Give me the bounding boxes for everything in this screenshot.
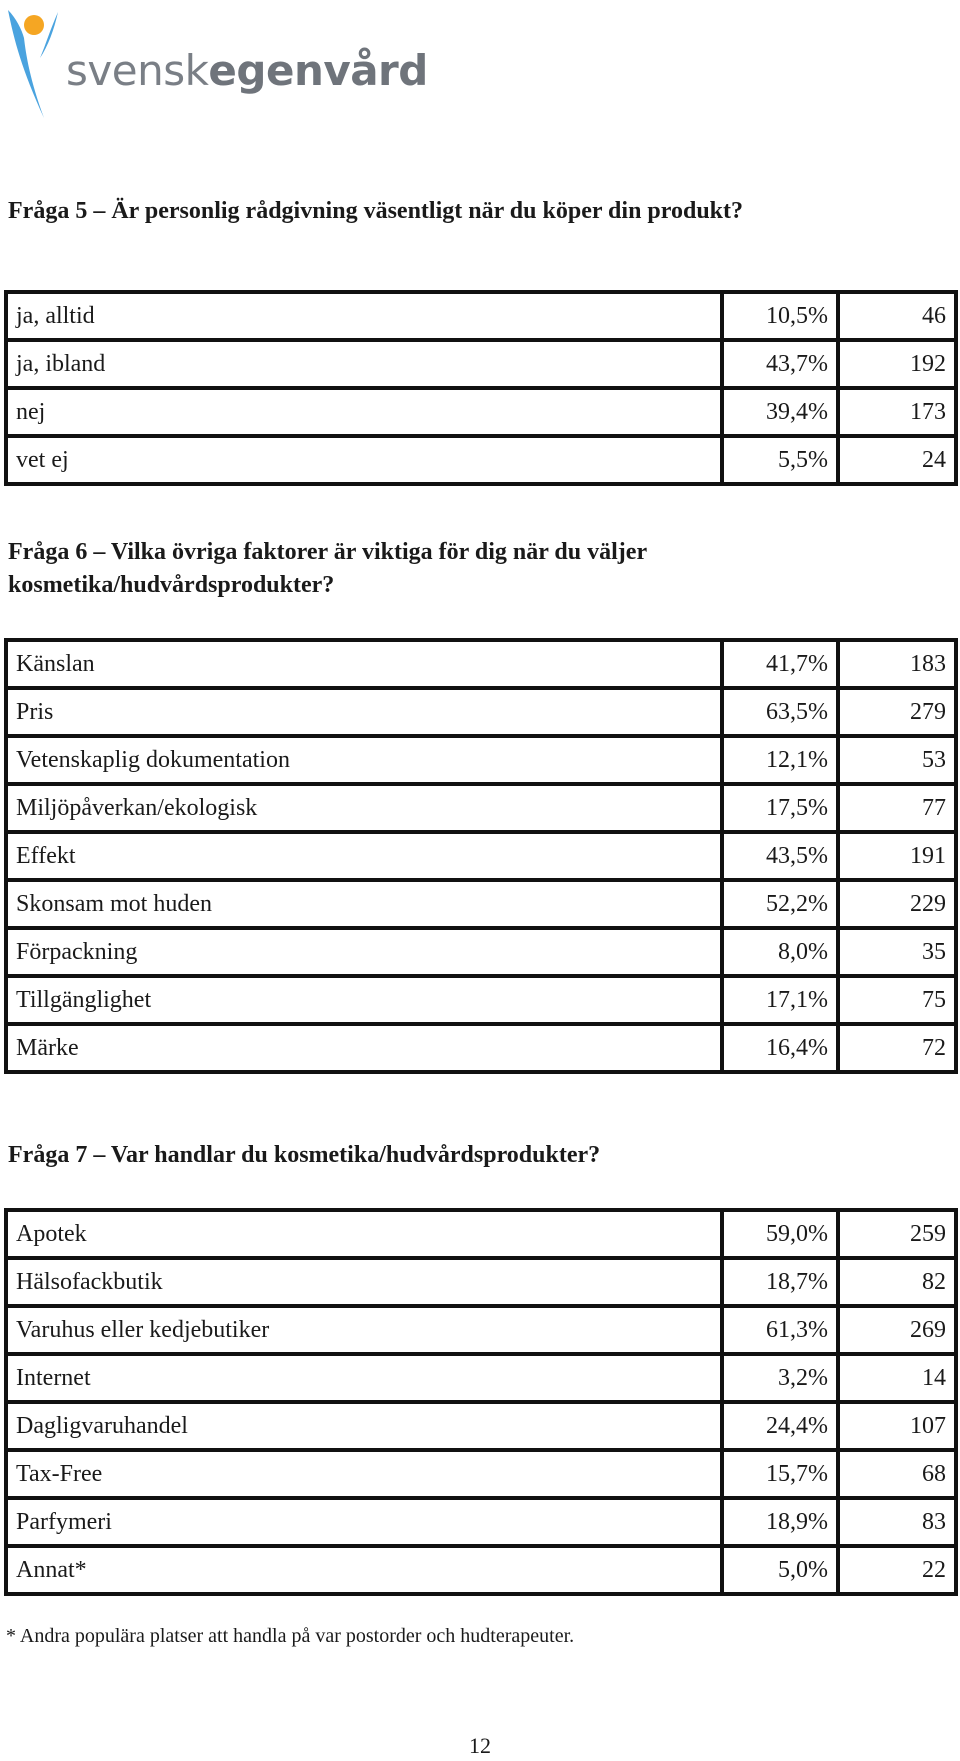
row-count: 173 xyxy=(838,388,956,436)
row-count: 46 xyxy=(838,292,956,340)
row-percent: 8,0% xyxy=(722,928,838,976)
table-row xyxy=(6,880,956,928)
logo-text-bold: egenvård xyxy=(208,46,428,95)
table-row xyxy=(6,1402,956,1450)
page-number: 12 xyxy=(469,1733,491,1758)
row-percent: 17,1% xyxy=(722,976,838,1024)
row-label: Annat* xyxy=(6,1546,722,1594)
row-count: 53 xyxy=(838,736,956,784)
row-percent: 61,3% xyxy=(722,1306,838,1354)
table-row xyxy=(6,736,956,784)
row-label: Vetenskaplig dokumentation xyxy=(6,736,722,784)
table-row xyxy=(6,388,956,436)
row-percent: 63,5% xyxy=(722,688,838,736)
row-label: vet ej xyxy=(6,436,722,484)
row-percent: 16,4% xyxy=(722,1024,838,1072)
logo xyxy=(0,0,480,130)
table-row xyxy=(6,976,956,1024)
row-percent: 41,7% xyxy=(722,640,838,688)
row-percent: 5,0% xyxy=(722,1546,838,1594)
question-5-table xyxy=(4,290,958,486)
row-percent: 43,7% xyxy=(722,340,838,388)
row-count: 83 xyxy=(838,1498,956,1546)
row-label: Apotek xyxy=(6,1210,722,1258)
row-count: 68 xyxy=(838,1450,956,1498)
row-label: Effekt xyxy=(6,832,722,880)
row-label: Dagligvaruhandel xyxy=(6,1402,722,1450)
row-count: 259 xyxy=(838,1210,956,1258)
row-count: 14 xyxy=(838,1354,956,1402)
row-label: nej xyxy=(6,388,722,436)
row-percent: 12,1% xyxy=(722,736,838,784)
row-label: Märke xyxy=(6,1024,722,1072)
question-5-title: Fråga 5 – Är personlig rådgivning väsentligt när du köper din produkt? xyxy=(8,198,744,224)
row-count: 269 xyxy=(838,1306,956,1354)
table-row xyxy=(6,1450,956,1498)
table-row xyxy=(6,784,956,832)
row-percent: 5,5% xyxy=(722,436,838,484)
row-count: 192 xyxy=(838,340,956,388)
question-7-title: Fråga 7 – Var handlar du kosmetika/hudvårdsprodukter? xyxy=(8,1142,601,1168)
table-row xyxy=(6,928,956,976)
row-label: ja, ibland xyxy=(6,340,722,388)
table-row xyxy=(6,1024,956,1072)
row-label: Parfymeri xyxy=(6,1498,722,1546)
table-row xyxy=(6,436,956,484)
row-label: Internet xyxy=(6,1354,722,1402)
row-percent: 24,4% xyxy=(722,1402,838,1450)
row-count: 82 xyxy=(838,1258,956,1306)
logo-wordmark xyxy=(66,46,428,95)
table-row xyxy=(6,688,956,736)
row-count: 72 xyxy=(838,1024,956,1072)
row-percent: 15,7% xyxy=(722,1450,838,1498)
row-percent: 52,2% xyxy=(722,880,838,928)
row-count: 191 xyxy=(838,832,956,880)
table-row xyxy=(6,1306,956,1354)
row-label: ja, alltid xyxy=(6,292,722,340)
table-row xyxy=(6,340,956,388)
row-count: 107 xyxy=(838,1402,956,1450)
person-figure-icon xyxy=(0,0,70,130)
row-percent: 18,7% xyxy=(722,1258,838,1306)
row-label: Skonsam mot huden xyxy=(6,880,722,928)
question-6-table xyxy=(4,638,958,1074)
row-label: Känslan xyxy=(6,640,722,688)
row-count: 35 xyxy=(838,928,956,976)
row-percent: 43,5% xyxy=(722,832,838,880)
row-percent: 17,5% xyxy=(722,784,838,832)
table-row xyxy=(6,1498,956,1546)
row-label: Varuhus eller kedjebutiker xyxy=(6,1306,722,1354)
row-percent: 59,0% xyxy=(722,1210,838,1258)
row-label: Tax-Free xyxy=(6,1450,722,1498)
table-row xyxy=(6,1546,956,1594)
question-6-title: Fråga 6 – Vilka övriga faktorer är viktiga för dig när du väljer kosmetika/hudvårdsprodukter? xyxy=(8,539,647,598)
row-percent: 39,4% xyxy=(722,388,838,436)
row-label: Pris xyxy=(6,688,722,736)
row-percent: 18,9% xyxy=(722,1498,838,1546)
table-row xyxy=(6,1258,956,1306)
table-row xyxy=(6,292,956,340)
row-label: Hälsofackbutik xyxy=(6,1258,722,1306)
row-label: Miljöpåverkan/ekologisk xyxy=(6,784,722,832)
row-count: 22 xyxy=(838,1546,956,1594)
table-row xyxy=(6,640,956,688)
row-count: 279 xyxy=(838,688,956,736)
table-row xyxy=(6,832,956,880)
row-label: Förpackning xyxy=(6,928,722,976)
row-count: 229 xyxy=(838,880,956,928)
row-percent: 3,2% xyxy=(722,1354,838,1402)
table-row xyxy=(6,1354,956,1402)
row-count: 77 xyxy=(838,784,956,832)
footnote: * Andra populära platser att handla på var postorder och hudterapeuter. xyxy=(6,1625,575,1647)
row-percent: 10,5% xyxy=(722,292,838,340)
row-count: 24 xyxy=(838,436,956,484)
question-7-table xyxy=(4,1208,958,1596)
row-count: 75 xyxy=(838,976,956,1024)
table-row xyxy=(6,1210,956,1258)
row-label: Tillgänglighet xyxy=(6,976,722,1024)
logo-text-light: svensk xyxy=(66,46,209,95)
row-count: 183 xyxy=(838,640,956,688)
